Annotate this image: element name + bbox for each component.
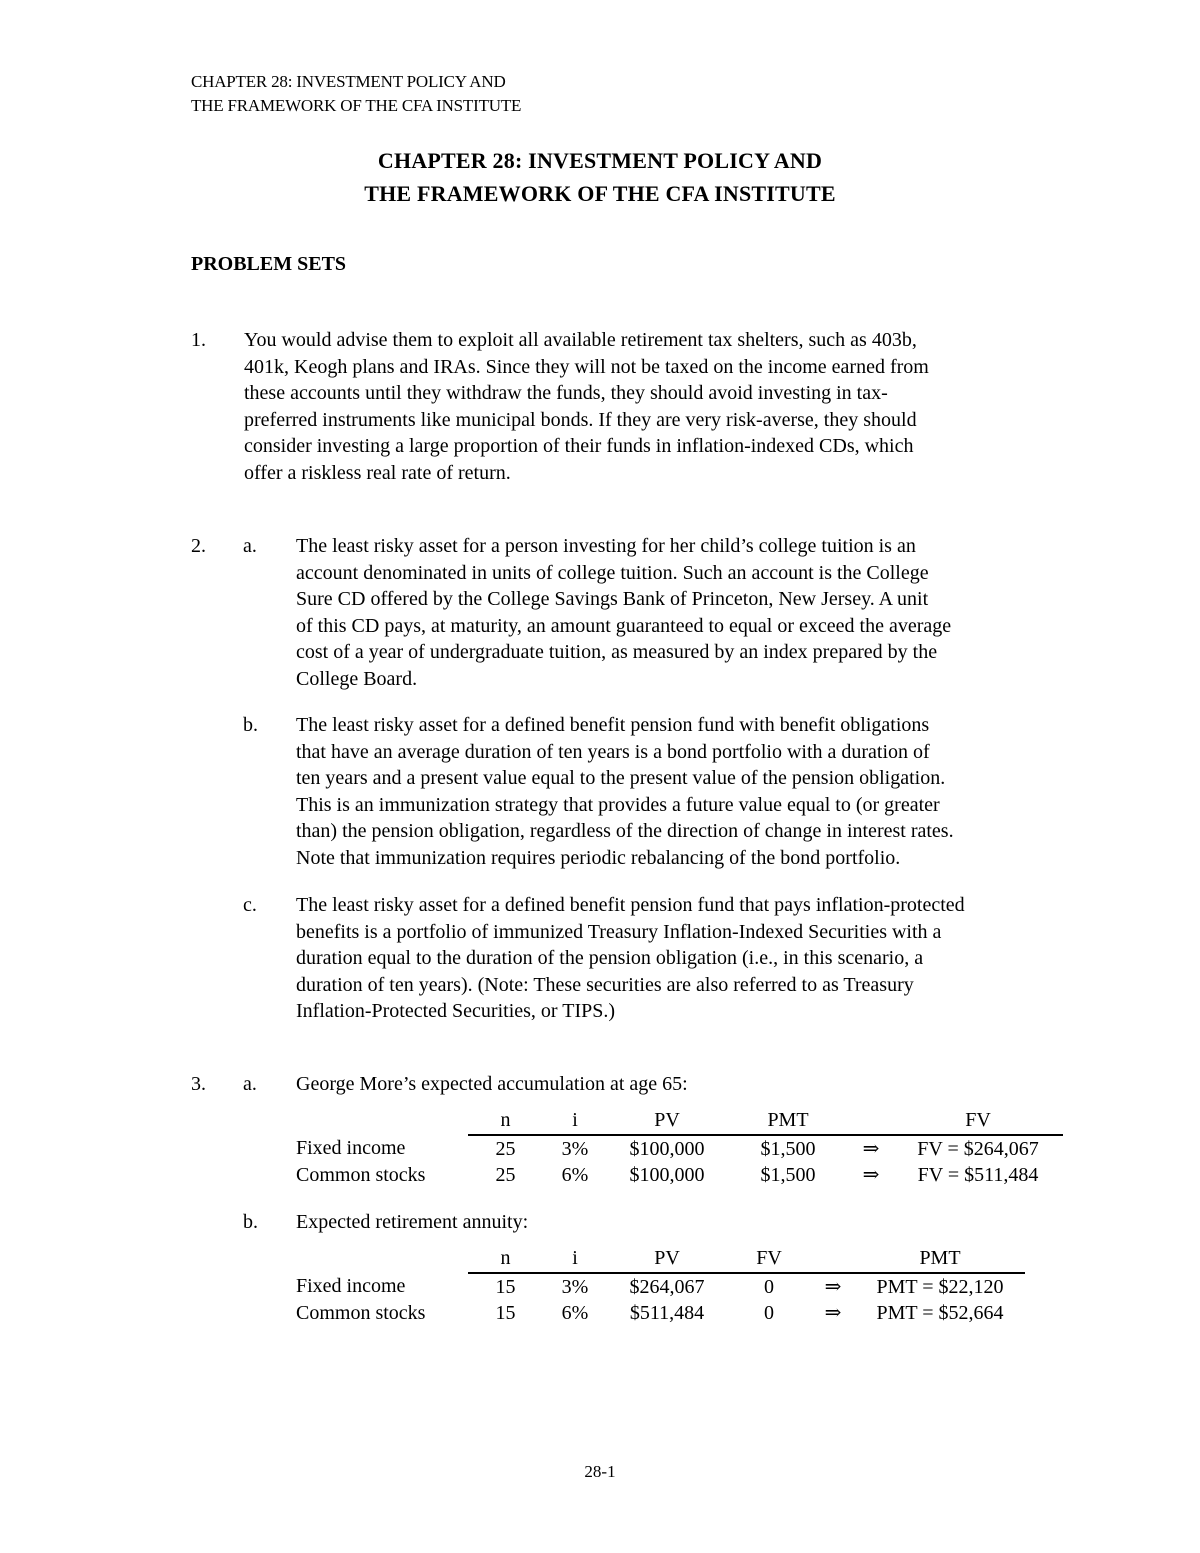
question-3-number: 3.: [191, 1073, 206, 1095]
question-2a-answer: The least risky asset for a person investing for her child’s college tuition is an account denominated in units of college tuition. Such an account is the College Sure CD offered by the College Savings Bank of Princeton, New Jersey. A unit of this CD pays, at maturity, an amount guaranteed to equal or exceed the average cost of a year of undergraduate tuition, as measured by an index prepared by the College Board.: [296, 535, 952, 690]
cell-result: PMT = $22,120: [876, 1275, 1004, 1298]
accumulation-table: [296, 1107, 1063, 1189]
column-header: i: [543, 1245, 607, 1273]
running-header-line-2: THE FRAMEWORK OF THE CFA INSTITUTE: [191, 96, 522, 115]
question-3b-text: Expected retirement annuity:: [296, 1211, 529, 1233]
cell-pmt: $1,500: [760, 1164, 816, 1186]
column-header: FV: [727, 1245, 811, 1273]
cell-n: 25: [495, 1164, 516, 1186]
column-header: PV: [607, 1245, 727, 1273]
running-header-line-1: CHAPTER 28: INVESTMENT POLICY AND: [191, 72, 506, 91]
column-header: PMT: [855, 1245, 1025, 1273]
cell-result: PMT = $52,664: [876, 1302, 1004, 1324]
column-header: n: [468, 1107, 543, 1135]
question-2-number: 2.: [191, 535, 206, 557]
chapter-title-line-1: CHAPTER 28: INVESTMENT POLICY AND: [377, 148, 823, 173]
question-1-number: 1.: [191, 329, 206, 351]
question-2c-label: c.: [243, 894, 257, 916]
question-2b-answer: The least risky asset for a defined benefit pension fund with benefit obligations that have an average duration of ten years is a bond portfolio with a duration of ten years and a present value equal to the present value of the pension obligation. This is an immunization strategy that provides a future value equal to (or greater than) the pension obligation, regardless of the direction of change in interest rates. Note that immunization requires periodic rebalancing of the bond portfolio.: [296, 714, 954, 869]
cell-fv: 0: [764, 1302, 774, 1324]
cell-i: 6%: [561, 1164, 589, 1186]
table-header-row: [296, 1107, 1063, 1135]
cell-result: FV = $264,067: [917, 1137, 1039, 1160]
cell-n: 25: [495, 1137, 516, 1160]
question-2b-label: b.: [243, 714, 258, 736]
table-header-row: [296, 1245, 1025, 1273]
table-row: [296, 1135, 1063, 1163]
column-header: FV: [893, 1107, 1063, 1135]
page-number: 28-1: [584, 1462, 616, 1481]
cell-fv: 0: [764, 1275, 774, 1298]
implies-arrow-icon: ⇒: [862, 1164, 880, 1186]
cell-i: 6%: [561, 1302, 589, 1324]
implies-arrow-icon: ⇒: [824, 1275, 842, 1298]
cell-pv: $100,000: [629, 1137, 705, 1160]
row-label: Common stocks: [296, 1164, 426, 1186]
chapter-title-line-2: THE FRAMEWORK OF THE CFA INSTITUTE: [364, 181, 836, 206]
cell-n: 15: [495, 1302, 516, 1324]
column-header: i: [543, 1107, 607, 1135]
running-header: [191, 70, 521, 118]
implies-arrow-icon: ⇒: [862, 1137, 880, 1160]
chapter-title: [0, 144, 1200, 210]
table-row: [296, 1273, 1025, 1301]
row-label: Fixed income: [296, 1137, 406, 1159]
column-header: PMT: [727, 1107, 849, 1135]
cell-result: FV = $511,484: [917, 1164, 1039, 1186]
question-2c-answer: The least risky asset for a defined benefit pension fund that pays inflation-protected benefits is a portfolio of immunized Treasury Inflation-Indexed Securities with a duration equal to the duration of the pension obligation (i.e., in this scenario, a duration of ten years). (Note: These securities are also referred to as Treasury Inflation-Protected Securities, or TIPS.): [296, 894, 965, 1022]
cell-pmt: $1,500: [760, 1137, 816, 1160]
annuity-table: [296, 1245, 1025, 1327]
cell-n: 15: [495, 1275, 516, 1298]
cell-i: 3%: [561, 1275, 589, 1298]
question-3a-text: George More’s expected accumulation at age 65:: [296, 1073, 688, 1095]
question-3b-label: b.: [243, 1211, 258, 1233]
row-label: Common stocks: [296, 1302, 426, 1324]
question-2a-label: a.: [243, 535, 257, 557]
question-1-answer: You would advise them to exploit all available retirement tax shelters, such as 403b, 401k, Keogh plans and IRAs. Since they will not be taxed on the income earned from these accounts until they withdraw the funds, they should avoid investing in tax- preferred instruments like municipal bonds. If they are very risk-averse, they should consider investing a large proportion of their funds in inflation-indexed CDs, which offer a riskless real rate of return.: [244, 329, 929, 484]
column-header: PV: [607, 1107, 727, 1135]
cell-pv: $100,000: [629, 1164, 705, 1186]
cell-i: 3%: [561, 1137, 589, 1160]
section-heading: PROBLEM SETS: [191, 253, 347, 275]
table-row: [296, 1162, 1063, 1189]
cell-pv: $511,484: [629, 1302, 705, 1324]
question-3a-label: a.: [243, 1073, 257, 1095]
implies-arrow-icon: ⇒: [824, 1302, 842, 1324]
column-header: n: [468, 1245, 543, 1273]
cell-pv: $264,067: [629, 1275, 705, 1298]
table-row: [296, 1300, 1025, 1327]
row-label: Fixed income: [296, 1275, 406, 1297]
